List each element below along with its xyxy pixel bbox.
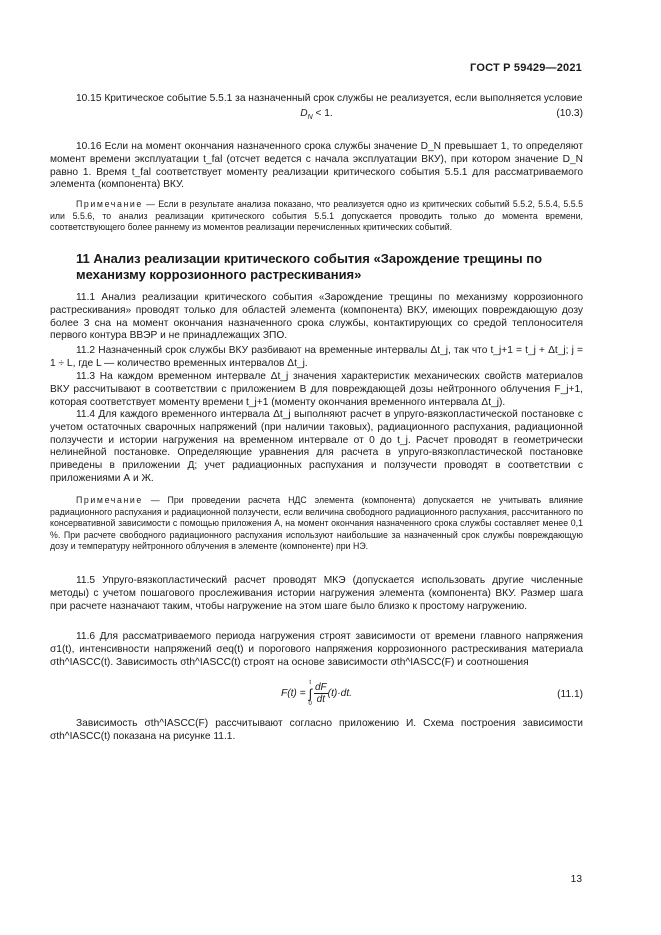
paragraph-11-3 — [50, 371, 583, 409]
note-2 — [50, 495, 583, 553]
section-11-title: 11 Анализ реализации критического события «Зарождение трещины по механизму коррозионного растрескивания» — [76, 251, 543, 282]
paragraph-11-1 — [50, 292, 583, 343]
paragraph-11-6 — [50, 631, 583, 669]
paragraph-text: 11.3 На каждом временном интервале Δt_j значения характеристик механических свойств материалов ВКУ рассчитывают в соответствии с приложением В для повреждающей дозы нейтронного облучения F_j+1, которая соответствует моменту времени t_j+1 (моменту окончания временного интервала Δt_j). — [50, 371, 583, 408]
paragraph-text: 11.5 Упруго-вязкопластический расчет проводят МКЭ (допускается использовать другие численные методы) с учетом пошагового прослеживания истории нагружения элемента (компонента) ВКУ. Размер шага при расчете назначают таким, чтобы нагружение на этом шаге было близко к простому нагружению. — [50, 575, 583, 612]
paragraph-10-16 — [50, 141, 583, 192]
standard-header: ГОСТ Р 59429—2021 — [470, 62, 582, 74]
paragraph-text: 10.15 Критическое событие 5.5.1 за назначенный срок службы не реализуется, если выполняется условие — [76, 93, 583, 104]
formula-expr: $D_N < 1$. — [300, 107, 333, 121]
note-label: Примечание — [76, 495, 143, 505]
formula-number: (11.1) — [557, 689, 583, 700]
paragraph-text: 11.2 Назначенный срок службы ВКУ разбивают на временные интервалы Δt_j, так что t_j+1 = t_j + Δt_j; j = 1 ÷ L, где L — количество временных интервалов Δt_j. — [50, 345, 583, 369]
paragraph-text: 11.1 Анализ реализации критического события «Зарождение трещины по механизму коррозионного растрескивания» проводят только для областей элемента (компонента) ВКУ, имеющих повреждающую дозу более 3 сна на момент окончания назначенного срока службы, контактирующих со средой теплоносителя первого контура ВВЭР и не принадлежащих ЗПО. — [50, 292, 583, 342]
formula-expr: F(t) = t ∫ 0 $\frac{dF}{dt}$ (t)·dt. — [280, 680, 353, 707]
integral-sign: t ∫ 0 — [308, 680, 312, 707]
note-text: Примечание — При проведении расчета НДС элемента (компонента) допускается не учитывать влияние радиационного распухания и радиационной ползучести, если величина свободного радиационного распухания, рассчитанного по консервативной зависимости с помощью приложения А, на момент окончания назначенного срока службы составляет менее 0,1 %. При расчете свободного радиационного распухания используют наибольшие за назначенный срок службы повреждающую дозу и температуру нейтронного облучения в элементе (компоненте) при НЭ. — [50, 495, 584, 552]
page-number: 13 — [570, 874, 582, 885]
formula-10-3 — [50, 108, 583, 122]
formula-number: (10.3) — [556, 107, 583, 119]
fraction: $\frac{dF}{dt}$ — [315, 682, 327, 705]
note-label: Примечание — [76, 199, 143, 209]
note-1 — [50, 199, 583, 234]
formula-11-1 — [50, 679, 583, 719]
paragraph-text: 11.6 Для рассматриваемого периода нагружения строят зависимости от времени главного напряжения σ1(t), интенсивности напряжений σeq(t) и порогового напряжения коррозионного растрескивания материала σth^IASCC(t). Зависимость σth^IASCC(t) строят на основе зависимости σth^IASCC(F) и соотношения — [50, 631, 583, 668]
paragraph-11-5 — [50, 575, 583, 613]
paragraph-11-2 — [50, 345, 583, 371]
paragraph-11-4 — [50, 409, 583, 486]
paragraph-text: 10.16 Если на момент окончания назначенного срока службы значение D_N превышает 1, то определяют момент времени эксплуатации t_fal (отсчет ведется с начала эксплуатации ВКУ), при котором значение D_N равно 1. Время t_fal соответствует моменту реализации критического события 5.5.1 для рассматриваемого элемента (компонента) ВКУ. — [50, 141, 583, 191]
paragraph-text: 11.4 Для каждого временного интервала Δt_j выполняют расчет в упруго-вязкопластической постановке с учетом остаточных сварочных напряжений (при наличии таковых), радиационного распухания, радиационной ползучести и истории нагружения на временном интервале от 0 до t_j. Расчет проводят в геометрически нелинейной постановке. Определяющие уравнения для расчета в упруго-вязкопластической постановке приведены в приложении Д; учет радиационных распухания и ползучести проводят в соответствии с приложениями А и Ж. — [50, 409, 583, 484]
paragraph-after-formula — [50, 718, 583, 744]
note-text: Примечание — Если в результате анализа показано, что реализуется одно из критических событий 5.5.2, 5.5.4, 5.5.5 или 5.5.6, то анализ реализации критического события 5.5.1 допускается проводить только до момента времени, соответствующего более раннему из моментов реализации перечисленных критических событий. — [50, 199, 583, 233]
paragraph-text: Зависимость σth^IASCC(F) рассчитывают согласно приложению И. Схема построения зависимости σth^IASCC(t) показана на рисунке 11.1. — [50, 718, 583, 742]
paragraph-10-15 — [50, 93, 583, 122]
